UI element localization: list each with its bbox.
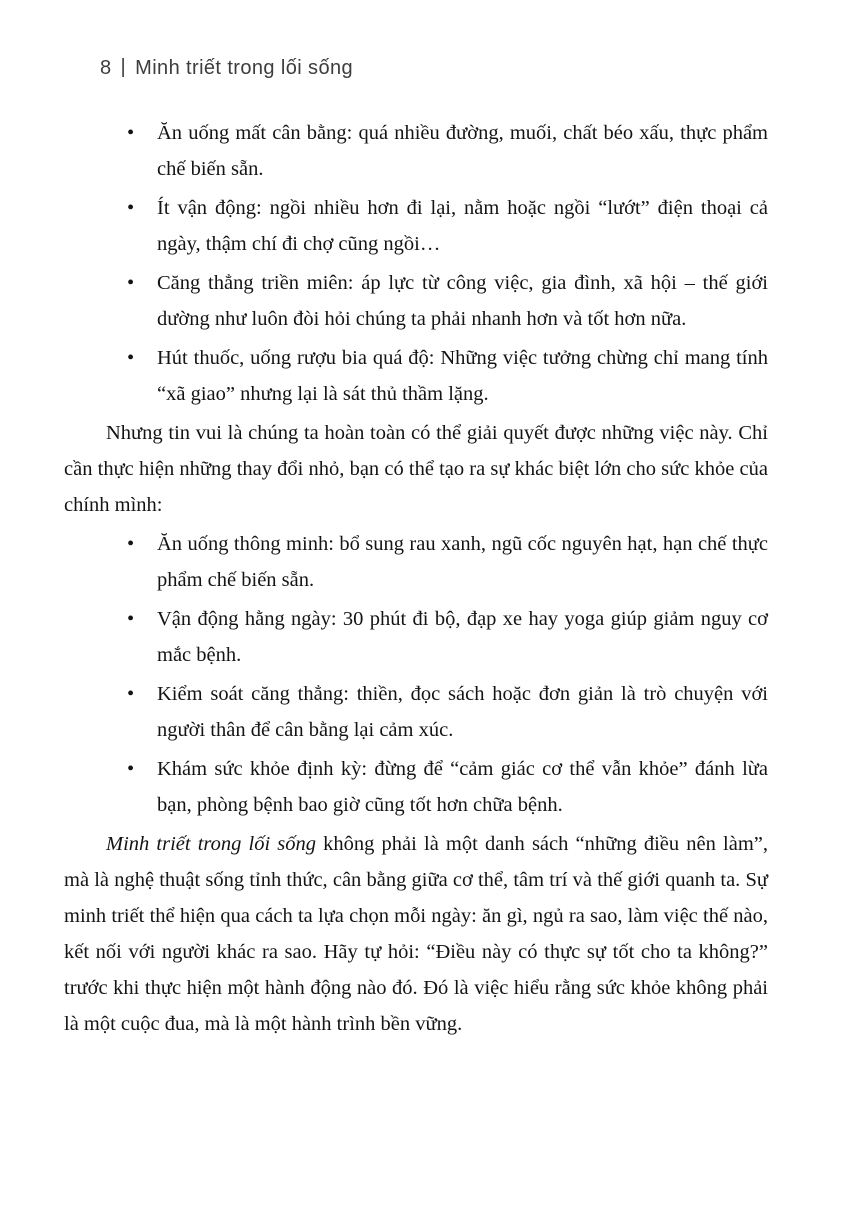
list-item: [127, 115, 768, 187]
page-content: [64, 115, 768, 1045]
bullet-marker-icon: •: [127, 272, 135, 294]
header-separator: |: [120, 56, 127, 78]
book-title-inline: Minh triết trong lối sống: [106, 833, 317, 855]
bullet-marker-icon: •: [127, 533, 135, 555]
list-item: [127, 601, 768, 673]
list-item: [127, 265, 768, 337]
list-item: [127, 340, 768, 412]
list-item-text: Ăn uống thông minh: bổ sung rau xanh, ngũ cốc nguyên hạt, hạn chế thực phẩm chế biến sẵn.: [157, 533, 768, 591]
bullet-marker-icon: •: [127, 122, 135, 144]
closing-paragraph-text: không phải là một danh sách “những điều nên làm”, mà là nghệ thuật sống tỉnh thức, cân bằng giữa cơ thể, tâm trí và thế giới quanh ta. Sự minh triết thể hiện qua cách ta lựa chọn mỗi ngày: ăn gì, ngủ ra sao, làm việc thế nào, kết nối với người khác ra sao. Hãy tự hỏi: “Điều này có thực sự tốt cho ta không?” trước khi thực hiện một hành động nào đó. Đó là việc hiểu rằng sức khỏe không phải là một cuộc đua, mà là một hành trình bền vững.: [64, 833, 768, 1035]
transition-paragraph: Nhưng tin vui là chúng ta hoàn toàn có thể giải quyết được những việc này. Chỉ cần thực hiện những thay đổi nhỏ, bạn có thể tạo ra sự khác biệt lớn cho sức khỏe của chính mình:: [64, 422, 768, 516]
page-number: 8: [100, 57, 112, 79]
book-title: Minh triết trong lối sống: [135, 57, 354, 79]
bullet-marker-icon: •: [127, 197, 135, 219]
list-item-text: Vận động hằng ngày: 30 phút đi bộ, đạp xe hay yoga giúp giảm nguy cơ mắc bệnh.: [157, 608, 768, 666]
list-item: [127, 751, 768, 823]
bullet-marker-icon: •: [127, 758, 135, 780]
list-item-text: Căng thẳng triền miên: áp lực từ công việc, gia đình, xã hội – thế giới dường như luôn đòi hỏi chúng ta phải nhanh hơn và tốt hơn nữa.: [157, 272, 768, 330]
bullet-marker-icon: •: [127, 683, 135, 705]
list-item: [127, 526, 768, 598]
list-item: [127, 676, 768, 748]
problem-bullet-list: [64, 115, 768, 412]
list-item-text: Ít vận động: ngồi nhiều hơn đi lại, nằm hoặc ngồi “lướt” điện thoại cả ngày, thậm chí đi chợ cũng ngồi…: [157, 197, 768, 255]
bullet-marker-icon: •: [127, 347, 135, 369]
list-item-text: Hút thuốc, uống rượu bia quá độ: Những việc tưởng chừng chỉ mang tính “xã giao” nhưng lại là sát thủ thầm lặng.: [157, 347, 768, 405]
list-item-text: Kiểm soát căng thẳng: thiền, đọc sách hoặc đơn giản là trò chuyện với người thân để cân bằng lại cảm xúc.: [157, 683, 768, 741]
bullet-marker-icon: •: [127, 608, 135, 630]
list-item-text: Ăn uống mất cân bằng: quá nhiều đường, muối, chất béo xấu, thực phẩm chế biến sẵn.: [157, 122, 768, 180]
list-item: [127, 190, 768, 262]
advice-bullet-list: [64, 526, 768, 823]
closing-paragraph: [64, 826, 768, 1042]
running-header: [100, 57, 353, 80]
list-item-text: Khám sức khỏe định kỳ: đừng để “cảm giác cơ thể vẫn khỏe” đánh lừa bạn, phòng bệnh bao giờ cũng tốt hơn chữa bệnh.: [157, 758, 768, 816]
